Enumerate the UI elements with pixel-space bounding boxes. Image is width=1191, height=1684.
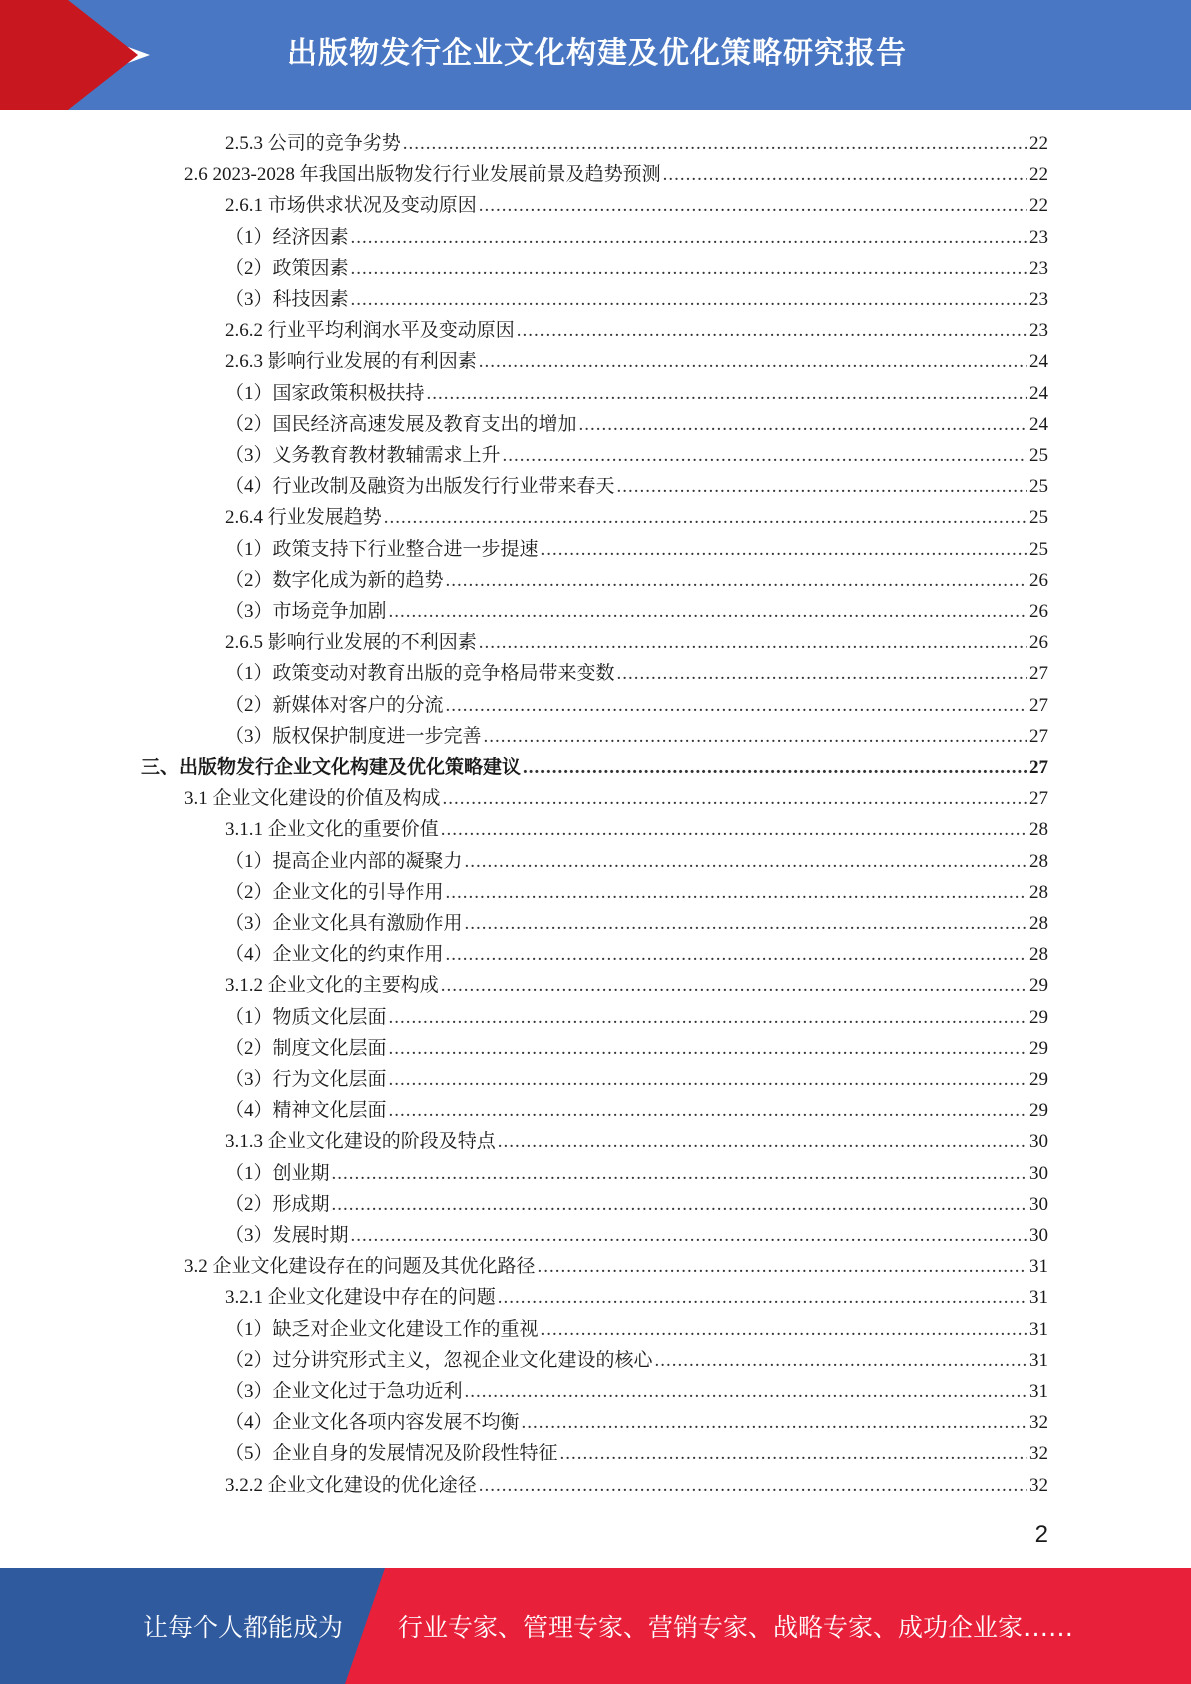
toc-leader-dots <box>384 502 1027 533</box>
toc-entry-label: 3.2 企业文化建设存在的问题及其优化路径 <box>184 1256 536 1278</box>
toc-entry-page: 30 <box>1029 1225 1048 1246</box>
toc-entry-label: 2.6.3 影响行业发展的有利因素 <box>225 351 477 373</box>
toc-leader-dots <box>443 783 1027 814</box>
toc-entry-label: 2.6.5 影响行业发展的不利因素 <box>225 632 477 654</box>
toc-entry-page: 22 <box>1029 195 1048 217</box>
toc-entry[interactable] <box>225 502 1048 533</box>
toc-entry[interactable] <box>225 284 1048 315</box>
toc-entry-page: 26 <box>1029 569 1048 591</box>
toc-leader-dots <box>465 846 1027 877</box>
toc-entry-page: 24 <box>1029 351 1048 373</box>
toc-entry-page: 29 <box>1029 1006 1048 1028</box>
toc-entry-label: 2.6.2 行业平均利润水平及变动原因 <box>225 320 515 342</box>
toc-leader-dots <box>517 315 1027 346</box>
toc-entry-label: （2）新媒体对客户的分流 <box>225 694 444 716</box>
toc-entry[interactable] <box>225 1033 1048 1064</box>
toc-leader-dots <box>541 534 1027 565</box>
toc-entry-page: 29 <box>1029 1037 1048 1059</box>
toc-entry-label: （3）企业文化具有激励作用 <box>225 913 463 934</box>
toc-leader-dots <box>332 1189 1027 1220</box>
toc-entry-label: 2.6.1 市场供求状况及变动原因 <box>225 195 477 217</box>
header-red-arrow <box>68 0 138 110</box>
toc-entry[interactable] <box>225 596 1048 627</box>
toc-entry-page: 23 <box>1029 320 1048 342</box>
toc-entry-label: （1）提高企业内部的凝聚力 <box>225 850 463 872</box>
toc-entry[interactable] <box>225 658 1048 689</box>
toc-entry-page: 31 <box>1029 1318 1048 1340</box>
toc-leader-dots <box>389 1095 1027 1126</box>
toc-leader-dots <box>479 346 1027 377</box>
toc-entry[interactable] <box>225 1220 1048 1251</box>
toc-entry-page: 28 <box>1029 913 1048 934</box>
toc-leader-dots <box>351 253 1027 284</box>
toc-entry[interactable] <box>225 970 1048 1001</box>
toc-entry[interactable] <box>225 1314 1048 1345</box>
toc-entry-page: 24 <box>1029 382 1048 404</box>
toc-entry[interactable] <box>225 908 1048 939</box>
toc-leader-dots <box>446 939 1027 970</box>
toc-entry-label: （2）制度文化层面 <box>225 1037 387 1059</box>
toc-entry[interactable] <box>225 1438 1048 1469</box>
toc-leader-dots <box>538 1251 1027 1282</box>
toc-entry-page: 31 <box>1029 1287 1048 1309</box>
toc-entry-label: （1）经济因素 <box>225 226 349 248</box>
toc-entry-label: （4）企业文化的约束作用 <box>225 944 444 966</box>
toc-entry[interactable] <box>225 877 1048 908</box>
toc-leader-dots <box>389 1002 1027 1033</box>
toc-leader-dots <box>389 1064 1027 1095</box>
toc-entry-label: （3）义务教育教材教辅需求上升 <box>225 445 501 466</box>
toc-leader-dots <box>617 471 1027 502</box>
toc-entry-label: 3.2.2 企业文化建设的优化途径 <box>225 1474 477 1496</box>
toc-entry[interactable] <box>225 440 1048 471</box>
toc-entry-label: （1）政策变动对教育出版的竞争格局带来变数 <box>225 663 615 685</box>
toc-entry-page: 30 <box>1029 1162 1048 1184</box>
toc-entry-page: 30 <box>1029 1131 1048 1153</box>
toc-entry-label: （3）科技因素 <box>225 289 349 310</box>
toc-entry[interactable] <box>225 315 1048 346</box>
toc-entry-label: （1）缺乏对企业文化建设工作的重视 <box>225 1318 539 1340</box>
toc-entry-page: 28 <box>1029 850 1048 872</box>
toc-entry-page: 26 <box>1029 632 1048 654</box>
toc-entry[interactable] <box>225 471 1048 502</box>
toc-entry[interactable] <box>225 1470 1048 1501</box>
toc-leader-dots <box>498 1126 1027 1157</box>
toc-entry-label: （3）企业文化过于急功近利 <box>225 1381 463 1402</box>
toc-entry-page: 27 <box>1029 694 1048 716</box>
toc-entry[interactable] <box>225 534 1048 565</box>
toc-leader-dots <box>389 596 1027 627</box>
toc-entry-page: 24 <box>1029 413 1048 435</box>
toc-entry-page: 31 <box>1029 1381 1048 1402</box>
toc-entry[interactable] <box>225 222 1048 253</box>
toc-entry[interactable] <box>225 721 1048 752</box>
toc-entry-label: 3.1.1 企业文化的重要价值 <box>225 819 439 841</box>
toc-entry[interactable] <box>225 1345 1048 1376</box>
toc-entry[interactable] <box>225 565 1048 596</box>
toc-leader-dots <box>351 222 1027 253</box>
toc-entry-label: （3）市场竞争加剧 <box>225 601 387 622</box>
toc-entry[interactable] <box>225 1126 1048 1157</box>
toc-leader-dots <box>522 1407 1027 1438</box>
toc-entry[interactable] <box>225 846 1048 877</box>
toc-entry-label: （4）精神文化层面 <box>225 1100 387 1122</box>
toc-entry-label: （1）创业期 <box>225 1162 330 1184</box>
toc-entry-label: （2）政策因素 <box>225 257 349 279</box>
toc-entry-label: 3.1.2 企业文化的主要构成 <box>225 975 439 997</box>
toc-entry-label: （5）企业自身的发展情况及阶段性特征 <box>225 1443 558 1465</box>
toc-entry-label: 2.5.3 公司的竞争劣势 <box>225 133 401 154</box>
toc-entry-label: （1）国家政策积极扶持 <box>225 382 425 404</box>
toc-entry-page: 31 <box>1029 1256 1048 1278</box>
toc-leader-dots <box>441 814 1027 845</box>
toc-entry[interactable] <box>225 1376 1048 1407</box>
toc-entry[interactable] <box>225 1282 1048 1313</box>
toc-entry-page: 27 <box>1029 725 1048 747</box>
toc-leader-dots <box>579 409 1027 440</box>
toc-entry-page: 23 <box>1029 289 1048 310</box>
toc-leader-dots <box>332 1158 1027 1189</box>
toc-leader-dots <box>479 1470 1027 1501</box>
toc-entry[interactable] <box>225 814 1048 845</box>
toc-entry-page: 25 <box>1029 445 1048 466</box>
toc-leader-dots <box>465 908 1027 939</box>
toc-entry-label: （2）形成期 <box>225 1193 330 1215</box>
toc-entry-page: 25 <box>1029 476 1048 498</box>
toc-entry-label: 3.1 企业文化建设的价值及构成 <box>184 788 441 810</box>
toc-leader-dots <box>351 284 1027 315</box>
toc-entry-page: 29 <box>1029 975 1048 997</box>
toc-entry[interactable] <box>184 1251 1048 1282</box>
toc-entry-page: 26 <box>1029 601 1048 622</box>
toc-entry[interactable] <box>225 253 1048 284</box>
toc-leader-dots <box>403 128 1027 159</box>
toc-leader-dots <box>484 721 1027 752</box>
toc-entry[interactable] <box>225 627 1048 658</box>
toc-entry[interactable] <box>141 752 1048 783</box>
toc-leader-dots <box>351 1220 1027 1251</box>
toc-entry-label: （2）国民经济高速发展及教育支出的增加 <box>225 413 577 435</box>
footer-banner <box>0 1568 1191 1684</box>
toc-entry-label: 3.2.1 企业文化建设中存在的问题 <box>225 1287 496 1309</box>
toc-entry-page: 22 <box>1029 164 1048 186</box>
toc-entry[interactable] <box>184 783 1048 814</box>
toc-leader-dots <box>523 752 1027 783</box>
footer-slogan-right: 行业专家、管理专家、营销专家、战略专家、成功企业家…… <box>398 1613 1074 1642</box>
toc-entry[interactable] <box>184 159 1048 190</box>
toc-entry-label: （1）政策支持下行业整合进一步提速 <box>225 538 539 560</box>
toc-entry[interactable] <box>225 128 1048 159</box>
footer-slogan-left: 让每个人都能成为 <box>143 1613 344 1642</box>
toc-entry-page: 29 <box>1029 1100 1048 1122</box>
toc-entry-label: （4）企业文化各项内容发展不均衡 <box>225 1412 520 1434</box>
toc-leader-dots <box>617 658 1027 689</box>
toc-leader-dots <box>663 159 1027 190</box>
toc-entry-page: 23 <box>1029 226 1048 248</box>
report-header <box>0 0 1191 110</box>
toc-entry-page: 27 <box>1029 663 1048 685</box>
page-number: 2 <box>1034 1521 1048 1548</box>
toc-leader-dots <box>446 565 1027 596</box>
toc-leader-dots <box>655 1345 1027 1376</box>
toc-entry-page: 27 <box>1029 788 1048 810</box>
toc-entry-label: 2.6.4 行业发展趋势 <box>225 507 382 529</box>
toc-entry[interactable] <box>225 378 1048 409</box>
toc-leader-dots <box>446 877 1027 908</box>
toc-entry-label: 三、出版物发行企业文化构建及优化策略建议 <box>141 757 522 778</box>
toc-leader-dots <box>479 190 1027 221</box>
toc-entry[interactable] <box>225 1189 1048 1220</box>
toc-entry-page: 28 <box>1029 944 1048 966</box>
toc-entry[interactable] <box>225 1158 1048 1189</box>
toc-entry-page: 25 <box>1029 507 1048 529</box>
toc-entry[interactable] <box>225 939 1048 970</box>
toc-entry-label: （1）物质文化层面 <box>225 1006 387 1028</box>
toc-entry-label: 3.1.3 企业文化建设的阶段及特点 <box>225 1131 496 1153</box>
toc-entry[interactable] <box>225 409 1048 440</box>
toc-entry-page: 32 <box>1029 1443 1048 1465</box>
toc-entry-label: （4）行业改制及融资为出版发行行业带来春天 <box>225 476 615 498</box>
toc-entry-page: 28 <box>1029 881 1048 903</box>
toc-entry[interactable] <box>225 1002 1048 1033</box>
toc-leader-dots <box>503 440 1027 471</box>
toc-entry[interactable] <box>225 346 1048 377</box>
toc-entry[interactable] <box>225 1407 1048 1438</box>
header-red-block <box>0 0 68 110</box>
toc-leader-dots <box>498 1282 1027 1313</box>
toc-entry-label: 2.6 2023-2028 年我国出版物发行行业发展前景及趋势预测 <box>184 164 661 186</box>
toc-entry-page: 28 <box>1029 819 1048 841</box>
toc-leader-dots <box>479 627 1027 658</box>
toc-entry-label: （2）企业文化的引导作用 <box>225 881 444 903</box>
toc-entry-page: 29 <box>1029 1069 1048 1090</box>
toc-entry-page: 25 <box>1029 538 1048 560</box>
toc-leader-dots <box>560 1438 1027 1469</box>
toc-entry-page: 30 <box>1029 1193 1048 1215</box>
toc-entry[interactable] <box>225 190 1048 221</box>
toc-entry-label: （3）版权保护制度进一步完善 <box>225 725 482 747</box>
toc-leader-dots <box>427 378 1027 409</box>
toc-entry[interactable] <box>225 690 1048 721</box>
toc-entry-label: （3）行为文化层面 <box>225 1069 387 1090</box>
toc-entry-label: （2）过分讲究形式主义，忽视企业文化建设的核心 <box>225 1349 653 1371</box>
report-title: 出版物发行企业文化构建及优化策略研究报告 <box>287 36 907 71</box>
toc-entry-page: 32 <box>1029 1412 1048 1434</box>
toc-entry-page: 32 <box>1029 1474 1048 1496</box>
toc-entry-label: （3）发展时期 <box>225 1225 349 1246</box>
toc-leader-dots <box>389 1033 1027 1064</box>
toc-entry-page: 22 <box>1029 133 1048 154</box>
toc-leader-dots <box>446 690 1027 721</box>
toc-entry-page: 23 <box>1029 257 1048 279</box>
toc-entry[interactable] <box>225 1064 1048 1095</box>
toc-leader-dots <box>441 970 1027 1001</box>
toc-entry-page: 31 <box>1029 1349 1048 1371</box>
toc-leader-dots <box>541 1314 1027 1345</box>
toc-entry[interactable] <box>225 1095 1048 1126</box>
toc-entry-page: 27 <box>1029 757 1048 778</box>
toc-leader-dots <box>465 1376 1027 1407</box>
toc-entry-label: （2）数字化成为新的趋势 <box>225 569 444 591</box>
